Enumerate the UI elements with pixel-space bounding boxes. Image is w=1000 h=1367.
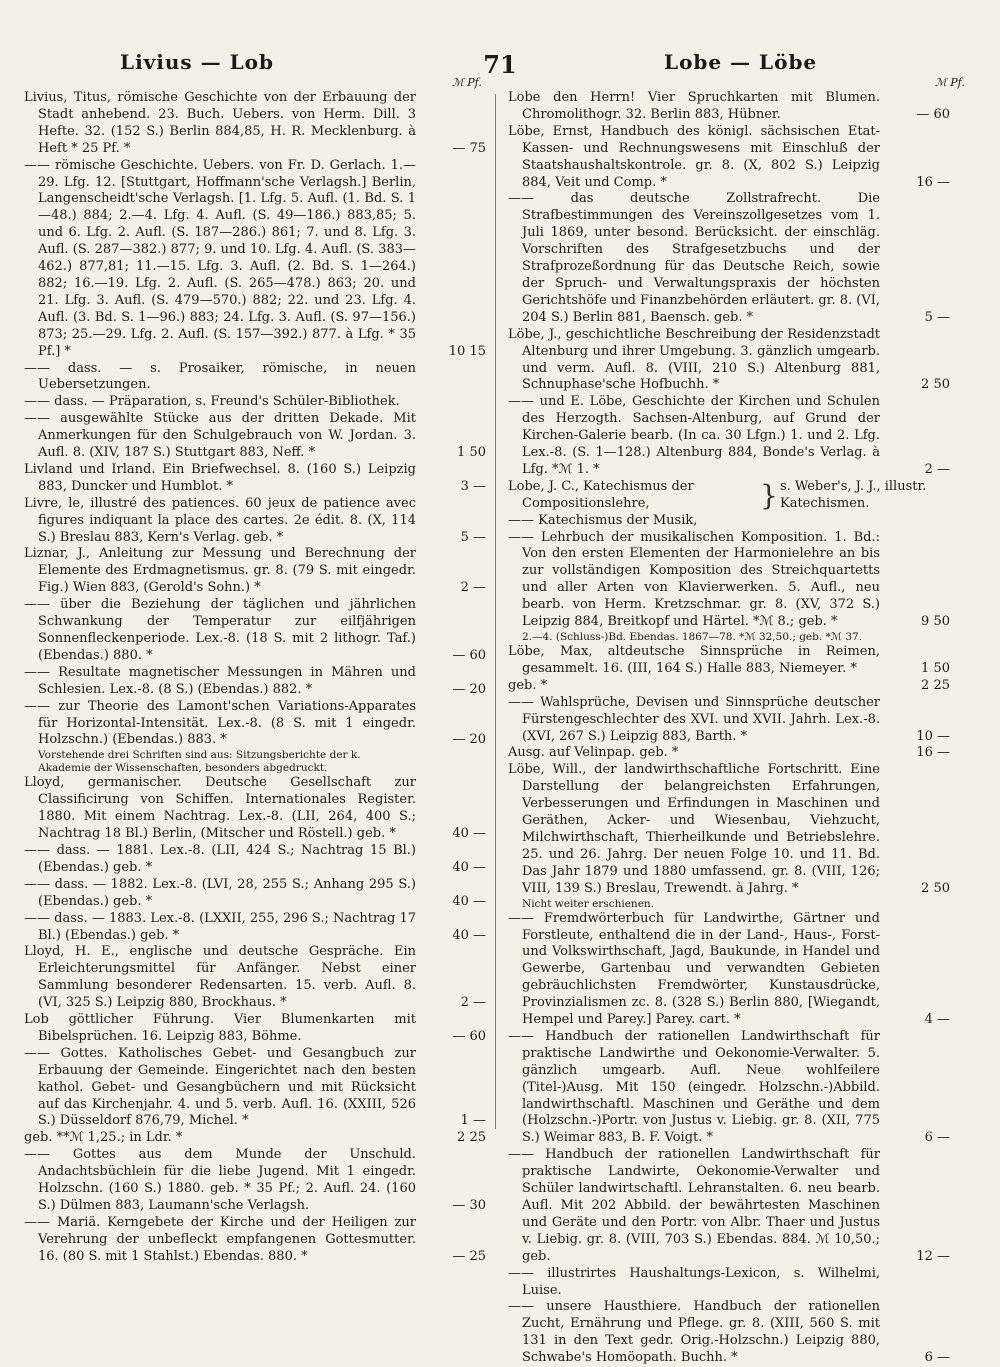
catalog-entry — [24, 699, 486, 750]
column-divider — [495, 94, 496, 1129]
entry-price: 12 — — [916, 1248, 950, 1264]
catalog-entry — [24, 1012, 486, 1046]
catalog-entry — [24, 1130, 486, 1147]
catalog-entry — [24, 775, 486, 843]
catalog-entry — [508, 90, 950, 124]
catalog-entry — [24, 843, 486, 877]
currency-header-right: ℳ Pf. — [935, 76, 965, 89]
entry-price: 40 — — [452, 927, 486, 943]
catalog-entry — [508, 1029, 950, 1147]
entry-price: 2 25 — [457, 1130, 486, 1146]
entry-price: 2 50 — [921, 880, 950, 896]
entry-price: 2 — — [460, 580, 486, 596]
catalog-entry — [508, 530, 950, 631]
entry-text: —— Fremdwörterbuch für Landwirthe, Gärtner und Forstleute, enthaltend die in der Land-, Haus-, Forst- und Volkswirthschaft, Jagd, Baukunde, in Handel und Gewerbe, Gartenbau und verwandten Gebieten gebräuchlichsten Fremdwörter, Kunstausdrücke, Provinzialismen zc. 8. (328 S.) Berlin 880, [Wiegandt, Hempel und Parey.] Parey. cart. * — [508, 910, 880, 1028]
entry-price: 2 50 — [921, 377, 950, 393]
entry-text: Lloyd, H. E., englische und deutsche Gespräche. Ein Erleichterungsmittel für Anfänger. Nebst einer Sammlung besonderer Redensarten. 15. verb. Aufl. 8. (VI, 325 S.) Leipzig 880, Brockhaus. * — [24, 944, 416, 1011]
entry-text: —— unsere Hausthiere. Handbuch der rationellen Zucht, Ernährung und Pflege. gr. 8. (XIII, 560 S. mit 131 in den Text gedr. Orig.-Holzschn.) Leipzig 880, Schwabe's Homöopath. Buchh. * — [508, 1299, 880, 1366]
entry-price: 1 50 — [921, 660, 950, 676]
entry-text: Löbe, Max, altdeutsche Sinnsprüche in Reimen, gesammelt. 16. (III, 164 S.) Halle 883, Niemeyer. * — [508, 644, 880, 676]
catalog-entry — [24, 665, 486, 699]
entry-price: 16 — — [916, 745, 950, 761]
entry-price: — 20 — [452, 681, 486, 697]
entry-text: Liznar, J., Anleitung zur Messung und Berechnung der Elemente des Erdmagnetismus. gr. 8. (79 S. mit eingedr. Fig.) Wien 883, (Gerold's Sohn.) * — [24, 546, 416, 596]
catalog-entry — [24, 1215, 486, 1266]
catalog-entry — [508, 911, 950, 1029]
entry-text: Löbe, Ernst, Handbuch des königl. sächsischen Etat-Kassen- und Rechnungswesens mit Einschluß der Staatshaushaltskontrole. gr. 8. (X, 802 S.) Leipzig 884, Veit und Comp. * — [508, 123, 880, 190]
entry-price: — 20 — [452, 732, 486, 748]
page-number: 71 — [483, 50, 517, 79]
catalog-entry — [508, 191, 950, 326]
entry-text: Löbe, J., geschichtliche Beschreibung der Residenzstadt Altenburg und ihrer Umgebung. 3. gänzlich umgearb. und verm. Aufl. 8. (VIII, 210 S.) Altenburg 881, Schnuphase'sche Hofbuchh. * — [508, 326, 880, 393]
footnote: 2.—4. (Schluss-)Bd. Ebendas. 1867—78. *ℳ 32,50.; geb. *ℳ 37. — [522, 631, 863, 643]
entry-price: — 25 — [452, 1248, 486, 1264]
catalog-entry — [508, 762, 950, 897]
entry-price: 6 — — [924, 1130, 950, 1146]
entry-price: 2 — — [460, 995, 486, 1011]
entry-text: Lloyd, germanischer. Deutsche Gesellschaft zur Classificirung von Schiffen. Internationales Register. 1880. Mit einem Nachtrag. Lex.-8. (LII, 264, 400 S.; Nachtrag 18 Bl.) Berlin, (Mitscher und Röstell.) geb. * — [24, 775, 416, 842]
entry-text: Lob göttlicher Führung. Vier Blumenkarten mit Bibelsprüchen. 16. Leipzig 883, Böhme. — [24, 1012, 416, 1044]
entry-price: 6 — — [924, 1350, 950, 1366]
entry-price: — 30 — [452, 1198, 486, 1213]
entry-text: —— dass. — s. Prosaiker, römische, in neuen Uebersetzungen. — [24, 360, 416, 393]
entry-text: —— zur Theorie des Lamont'schen Variations-Apparates für Horizontal-Intensität. Lex.-8. (8 S. mit 1 eingedr. Holzschn.) (Ebendas.) 883. * — [24, 698, 416, 748]
entry-text: —— über die Beziehung der täglichen und jährlichen Schwankung der Temperatur zur eilfjährigen Sonnenfleckenperiode. Lex.-8. (18 S. mit 2 lithogr. Taf.) (Ebendas.) 880. * — [24, 597, 416, 663]
entry-text: —— Resultate magnetischer Messungen in Mähren und Schlesien. Lex.-8. (8 S.) (Ebendas.) 882. * — [24, 664, 416, 697]
catalog-entry — [508, 1266, 950, 1300]
entry-text: —— dass. — 1882. Lex.-8. (LVI, 28, 255 S.; Anhang 295 S.) (Ebendas.) geb. * — [24, 876, 416, 909]
catalog-entry — [508, 644, 950, 678]
entry-price: 10 — — [916, 728, 950, 744]
catalog-entry — [24, 90, 486, 158]
catalog-entry — [24, 944, 486, 1012]
left-column — [24, 90, 486, 1266]
entry-text: Lobe, J. C., Katechismus der Compositionslehre, — [508, 478, 694, 511]
cross-reference-text: s. Weber's, J. J., illustr. Katechismen. — [780, 478, 927, 511]
footnote: Vorstehende drei Schriften sind aus: Sitzungsberichte der k. Akademie der Wissenschaften, besonders abgedruckt. — [38, 749, 361, 775]
catalog-entry — [508, 327, 950, 395]
entry-text: geb. * — [508, 677, 548, 693]
currency-header-left: ℳ Pf. — [452, 76, 482, 89]
running-head-left: Livius — Lob — [120, 50, 274, 74]
catalog-entry — [24, 158, 486, 361]
entry-price: 2 — — [924, 461, 950, 477]
brace-icon: } — [760, 478, 778, 512]
right-column — [508, 90, 950, 1367]
catalog-entry — [24, 597, 486, 665]
entry-text: —— Katechismus der Musik, — [508, 512, 698, 528]
entry-price: 5 — — [460, 529, 486, 545]
catalog-entry — [508, 124, 950, 192]
entry-text: Löbe, Will., der landwirthschaftliche Fortschritt. Eine Darstellung der belangreichsten Erfahrungen, Verbesserungen und Erfindungen in Maschinen und Geräthen, Acker- und Wiesenbau, Viehzucht, Milchwirthschaft, Thierheilkunde und Betriebslehre. 25. und 26. Jahrg. Der neuen Folge 10. und 11. Bd. Das Jahr 1879 und 1880 umfassend. gr. 8. (VIII, 126; VIII, 139 S.) Breslau, Trewendt. à Jahrg. * — [508, 762, 880, 896]
entry-text: Lobe den Herrn! Vier Spruchkarten mit Blumen. Chromolithogr. 32. Berlin 883, Hübner. — [508, 90, 880, 122]
catalog-entry — [24, 1147, 486, 1215]
entry-price: 16 — — [916, 174, 950, 190]
cross-reference-group — [508, 479, 950, 530]
entry-text: —— dass. — 1881. Lex.-8. (LII, 424 S.; Nachtrag 15 Bl.) (Ebendas.) geb. * — [24, 842, 416, 875]
entry-price: 4 — — [924, 1012, 950, 1028]
catalog-entry — [24, 546, 486, 597]
footnote: Nicht weiter erschienen. — [522, 897, 655, 910]
entry-text: —— dass. — 1883. Lex.-8. (LXXII, 255, 296 S.; Nachtrag 17 Bl.) (Ebendas.) geb. * — [24, 910, 416, 943]
entry-price: 5 — — [924, 309, 950, 325]
catalog-entry — [508, 1299, 950, 1367]
entry-price: 40 — — [452, 859, 486, 875]
entry-text: Ausg. auf Velinpap. geb. * — [508, 745, 679, 761]
catalog-entry — [24, 394, 486, 411]
entry-price: — 60 — [452, 1028, 486, 1044]
catalog-entry — [508, 678, 950, 695]
entry-text: Livre, le, illustré des patiences. 60 jeux de patience avec figures indiquant la place des cartes. 2e édit. 8. (X, 114 S.) Breslau 883, Kern's Verlag. geb. * — [24, 495, 416, 545]
entry-text: —— römische Geschichte. Uebers. von Fr. D. Gerlach. 1.—29. Lfg. 12. [Stuttgart, Hoffmann'sche Verlagsh.] Berlin, Langenscheidt'sche Verlagsh. [1. Lfg. 5. Aufl. (1. Bd. S. 1—48.) 884; 2.—4. Lfg. 4. Aufl. (S. 49—186.) 883,85; 5. und 6. Lfg. 2. Aufl. (S. 187—286.) 861; 7. und 8. Lfg. 3. Aufl. (S. 287—382.) 877; 9. und 10. Lfg. 4. Aufl. (S. 383—462.) 877,81; 11.—15. Lfg. 3. Aufl. (2. Bd. S. 1—264.) 882; 16.—19. Lfg. 2. Aufl. (S. 265—478.) 863; 20. und 21. Lfg. 3. Aufl. (S. 479—570.) 882; 22. und 23. Lfg. 4. Aufl. (3. Bd. S. 1—96.) 883; 24. Lfg. 3. Aufl. (S. 97—156.) 873; 25.—29. Lfg. 2. Aufl. (S. 157—392.) 877. à Lfg. * 35 Pf.] * — [24, 157, 416, 359]
entry-price: 1 50 — [457, 445, 486, 461]
entry-price: — 75 — [452, 140, 486, 156]
catalog-entry — [24, 462, 486, 496]
entry-text: —— Lehrbuch der musikalischen Komposition. 1. Bd.: Von den ersten Elementen der Harmonielehre an bis zur vollständigen Komposition des Streichquartetts und aller Arten von Klavierwerken. 5. Aufl., neu bearb. von Herm. Kretzschmar. gr. 8. (XV, 372 S.) Leipzig 884, Breitkopf und Härtel. *ℳ 8.; geb. * — [508, 529, 880, 630]
entry-text: —— Mariä. Kerngebete der Kirche und der Heiligen zur Verehrung der unbefleckt empfangenen Gottesmutter. 16. (80 S. mit 1 Stahlst.) Ebendas. 880. * — [24, 1214, 416, 1264]
catalog-entry — [508, 695, 950, 746]
entry-price: 9 50 — [921, 614, 950, 630]
entry-text: —— und E. Löbe, Geschichte der Kirchen und Schulen des Herzogth. Sachsen-Altenburg, auf Grund der Kirchen-Galerie bearb. (In ca. 30 Lfgn.) 1. und 2. Lfg. Lex.-8. (S. 1—128.) Altenburg 884, Bonde's Verlag. à Lfg. *ℳ 1. * — [508, 394, 880, 477]
entry-text: —— Gottes. Katholisches Gebet- und Gesangbuch zur Erbauung der Gemeinde. Eingerichtet nach den besten kathol. Gebet- und Gesangbüchern und mit Rücksicht auf das Kirchenjahr. 4. und 5. verb. Aufl. 16. (XXIII, 526 S.) Düsseldorf 876,79, Michel. * — [24, 1045, 416, 1129]
catalog-entry — [24, 361, 486, 395]
entry-price: 40 — — [452, 893, 486, 909]
entry-text: Livius, Titus, römische Geschichte von der Erbauung der Stadt anhebend. 23. Buch. Uebers. von Herm. Dill. 3 Hefte. 32. (152 S.) Berlin 884,85, H. R. Mecklenburg. à Heft * 25 Pf. * — [24, 90, 416, 156]
catalog-entry — [24, 911, 486, 945]
catalog-entry — [24, 877, 486, 911]
entry-price: 2 25 — [921, 677, 950, 693]
entry-text: —— Handbuch der rationellen Landwirthschaft für praktische Landwirthe und Oekonomie-Verwalter. 5. gänzlich umgearb. Aufl. Neue wohlfeilere (Titel-)Ausg. Mit 150 (eingedr. Holzschn.-)Abbild. landwirthschaftl. Maschinen und Geräthe und dem (Holzschn.-)Portr. von Justus v. Liebig. gr. 8. (XII, 775 S.) Weimar 883, B. F. Voigt. * — [508, 1028, 880, 1146]
catalog-entry — [508, 394, 950, 479]
entry-price: 40 — — [452, 826, 486, 842]
entry-text: geb. **ℳ 1,25.; in Ldr. * — [24, 1130, 183, 1146]
entry-price: 10 15 — [448, 343, 486, 359]
catalog-entry — [24, 411, 486, 462]
entry-price: 3 — — [460, 478, 486, 494]
entry-text: —— dass. — Präparation, s. Freund's Schüler-Bibliothek. — [24, 394, 400, 410]
entry-text: —— Handbuch der rationellen Landwirthschaft für praktische Landwirte, Oekonomie-Verwalter und Schüler landwirtschaftl. Lehranstalten. 6. neu bearb. Aufl. Mit 202 Abbild. der bewährtesten Maschinen und Geräte und den Portr. von Albr. Thaer und Justus v. Liebig. gr. 8. (VIII, 703 S.) Ebendas. 884. ℳ 10,50.; geb. — [508, 1147, 880, 1264]
entry-text: —— ausgewählte Stücke aus der dritten Dekade. Mit Anmerkungen für den Schulgebrauch von W. Jordan. 3. Aufl. 8. (XIV, 187 S.) Stuttgart 883, Neff. * — [24, 411, 416, 461]
catalog-entry — [24, 1046, 486, 1131]
entry-price: — 60 — [452, 647, 486, 663]
entry-text: —— illustrirtes Haushaltungs-Lexicon, s. Wilhelmi, Luise. — [508, 1265, 880, 1298]
entry-text: —— Wahlsprüche, Devisen und Sinnsprüche deutscher Fürstengeschlechter des XVI. und XVII. Jahrh. Lex.-8. (XVI, 267 S.) Leipzig 883, Barth. * — [508, 694, 880, 744]
catalog-entry — [24, 496, 486, 547]
catalog-entry — [508, 745, 950, 762]
entry-text: Livland und Irland. Ein Briefwechsel. 8. (160 S.) Leipzig 883, Duncker und Humblot. * — [24, 461, 416, 494]
entry-text: —— das deutsche Zollstrafrecht. Die Strafbestimmungen des Vereinszollgesetzes vom 1. Juli 1869, unter besond. Berücksicht. der einschläg. Vorschriften des Strafgesetzbuchs und der Strafprozeßordnung für das Deutsche Reich, sowie der Spruch- und Verwaltungspraxis der höchsten Gerichtshöfe und Finanzbehörden erläutert. gr. 8. (VI, 204 S.) Berlin 881, Baensch. geb. * — [508, 191, 880, 325]
entry-text: —— Gottes aus dem Munde der Unschuld. Andachtsbüchlein für die liebe Jugend. Mit 1 eingedr. Holzschn. (160 S.) 1880. geb. * 35 Pf.; 2. Aufl. 24. (160 S.) Dülmen 883, Laumann'sche Verlagsh. — [24, 1147, 416, 1213]
entry-price: 1 — — [460, 1113, 486, 1129]
running-head-right: Lobe — Löbe — [664, 50, 818, 74]
entry-price: — 60 — [916, 106, 950, 122]
